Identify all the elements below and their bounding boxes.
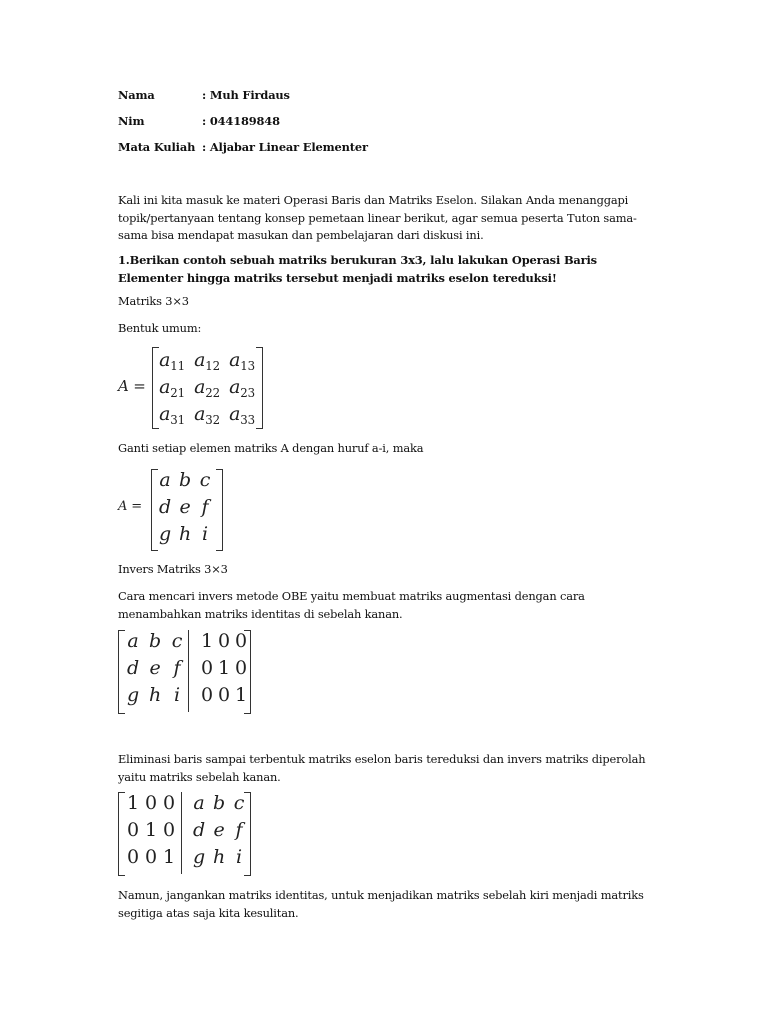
matrix-cell: 0 <box>235 630 247 652</box>
paragraph-eliminasi: Eliminasi baris sampai terbentuk matriks eselon baris tereduksi dan invers matriks diperolah yaitu matriks sebelah kanan. <box>118 752 646 784</box>
matrix-cell: i <box>174 684 180 706</box>
matrix-cell: 1 <box>127 792 139 814</box>
matrix-cell-base: a <box>229 376 241 398</box>
matrix-cell <box>156 376 188 400</box>
paragraph-namun: Namun, jangankan matriks identitas, untuk menjadikan matriks sebelah kiri menjadi matriks segitiga atas saja kita kesulitan. <box>118 888 644 920</box>
matrix-cell: e <box>213 819 225 841</box>
matrix-cell: 0 <box>145 792 157 814</box>
matrix-cell-subscript: 12 <box>205 359 220 374</box>
matrix-cell <box>226 403 258 427</box>
matrix-cell-subscript: 13 <box>240 359 255 374</box>
augment-divider <box>181 792 182 874</box>
label-nim: Nim <box>118 114 145 128</box>
label-invers: Invers Matriks 3×3 <box>118 562 228 576</box>
label-nama: Nama <box>118 88 155 102</box>
matrix-cell-base: a <box>194 403 206 425</box>
paragraph-cara: Cara mencari invers metode OBE yaitu membuat matriks augmentasi dengan cara menambahkan matriks identitas di sebelah kanan. <box>118 589 585 621</box>
matrix-cell <box>226 376 258 400</box>
matrix-cell: 0 <box>235 657 247 679</box>
matrix-cell: 0 <box>218 630 230 652</box>
matrix-cell-subscript: 22 <box>205 386 220 401</box>
label-mata-kuliah: Mata Kuliah <box>118 140 196 154</box>
matrix-cell: h <box>212 846 226 868</box>
matrix-cell: 1 <box>163 846 175 868</box>
matrix-cell <box>156 403 188 427</box>
matrix-cell <box>226 349 258 373</box>
matrix-cell-base: a <box>229 349 241 371</box>
matrix-cell: f <box>201 496 209 518</box>
matrix-cell-base: a <box>194 349 206 371</box>
matrix-cell: 0 <box>127 819 139 841</box>
label-ganti: Ganti setiap elemen matriks A dengan huruf a-i, maka <box>118 441 424 455</box>
matrix-cell: 1 <box>145 819 157 841</box>
matrix-cell-base: a <box>194 376 206 398</box>
matrix-cell: a <box>193 792 205 814</box>
matrix-cell <box>191 376 223 400</box>
matrix-cell: e <box>179 496 191 518</box>
right-bracket <box>216 469 223 551</box>
matrix-cell: c <box>199 469 211 491</box>
matrix-cell: b <box>212 792 225 814</box>
value-nim: : 044189848 <box>202 114 280 128</box>
label-matriks-3x3: Matriks 3×3 <box>118 294 189 308</box>
matrix-cell: c <box>171 630 183 652</box>
intro-paragraph: Kali ini kita masuk ke materi Operasi Baris dan Matriks Eselon. Silakan Anda menanggapi topik/pertanyaan tentang konsep pemetaan linear berikut, agar semua peserta Tuton sama-sama bisa mendapat masukan dan pembelajaran dari diskusi ini. <box>118 193 637 242</box>
matrix-cell: a <box>159 469 171 491</box>
matrix-cell: d <box>158 496 171 518</box>
label-bentuk-umum: Bentuk umum: <box>118 321 202 335</box>
matrix-cell: 0 <box>163 792 175 814</box>
matrix-augmented <box>118 628 258 716</box>
matrix-cell: g <box>126 684 139 706</box>
value-mata-kuliah: : Aljabar Linear Elementer <box>202 140 368 154</box>
matrix-cell: 0 <box>163 819 175 841</box>
matrix-cell: 0 <box>145 846 157 868</box>
matrix-result <box>118 790 258 878</box>
matrix-lhs-label: A = <box>118 377 146 395</box>
matrix-cell: i <box>202 523 208 545</box>
matrix-cell: b <box>148 630 161 652</box>
matrix-cell: b <box>178 469 191 491</box>
matrix-cell-base: a <box>159 403 171 425</box>
matrix-cell: i <box>236 846 242 868</box>
matrix-general <box>118 345 278 431</box>
value-nama: : Muh Firdaus <box>202 88 290 102</box>
matrix-cell-base: a <box>159 349 171 371</box>
matrix-cell <box>191 349 223 373</box>
matrix-cell-base: a <box>159 376 171 398</box>
matrix-cell: 0 <box>201 657 213 679</box>
matrix-cell: 1 <box>235 684 247 706</box>
matrix-cell: 1 <box>218 657 230 679</box>
matrix-cell-subscript: 31 <box>170 413 185 428</box>
matrix-lhs-label: A = <box>118 499 142 514</box>
matrix-cell: e <box>149 657 161 679</box>
matrix-cell: f <box>235 819 243 841</box>
matrix-cell: 1 <box>201 630 213 652</box>
matrix-cell: a <box>127 630 139 652</box>
augment-divider <box>188 630 189 712</box>
matrix-cell: d <box>126 657 139 679</box>
matrix-cell <box>191 403 223 427</box>
matrix-letters <box>118 465 238 551</box>
matrix-cell-subscript: 11 <box>170 359 185 374</box>
matrix-cell: h <box>148 684 162 706</box>
question-text: 1.Berikan contoh sebuah matriks berukuran 3x3, lalu lakukan Operasi Baris Elementer hingga matriks tersebut menjadi matriks eselon tereduksi! <box>118 253 597 285</box>
matrix-cell: f <box>173 657 181 679</box>
matrix-cell: g <box>158 523 171 545</box>
matrix-cell: h <box>178 523 192 545</box>
matrix-cell: g <box>192 846 205 868</box>
matrix-cell: 0 <box>127 846 139 868</box>
matrix-cell <box>156 349 188 373</box>
matrix-cell-subscript: 33 <box>240 413 255 428</box>
matrix-cell: d <box>192 819 205 841</box>
matrix-cell: 0 <box>218 684 230 706</box>
matrix-cell-subscript: 21 <box>170 386 185 401</box>
matrix-cell: 0 <box>201 684 213 706</box>
matrix-cell: c <box>233 792 245 814</box>
matrix-cell-base: a <box>229 403 241 425</box>
matrix-cell-subscript: 32 <box>205 413 220 428</box>
matrix-cell-subscript: 23 <box>240 386 255 401</box>
